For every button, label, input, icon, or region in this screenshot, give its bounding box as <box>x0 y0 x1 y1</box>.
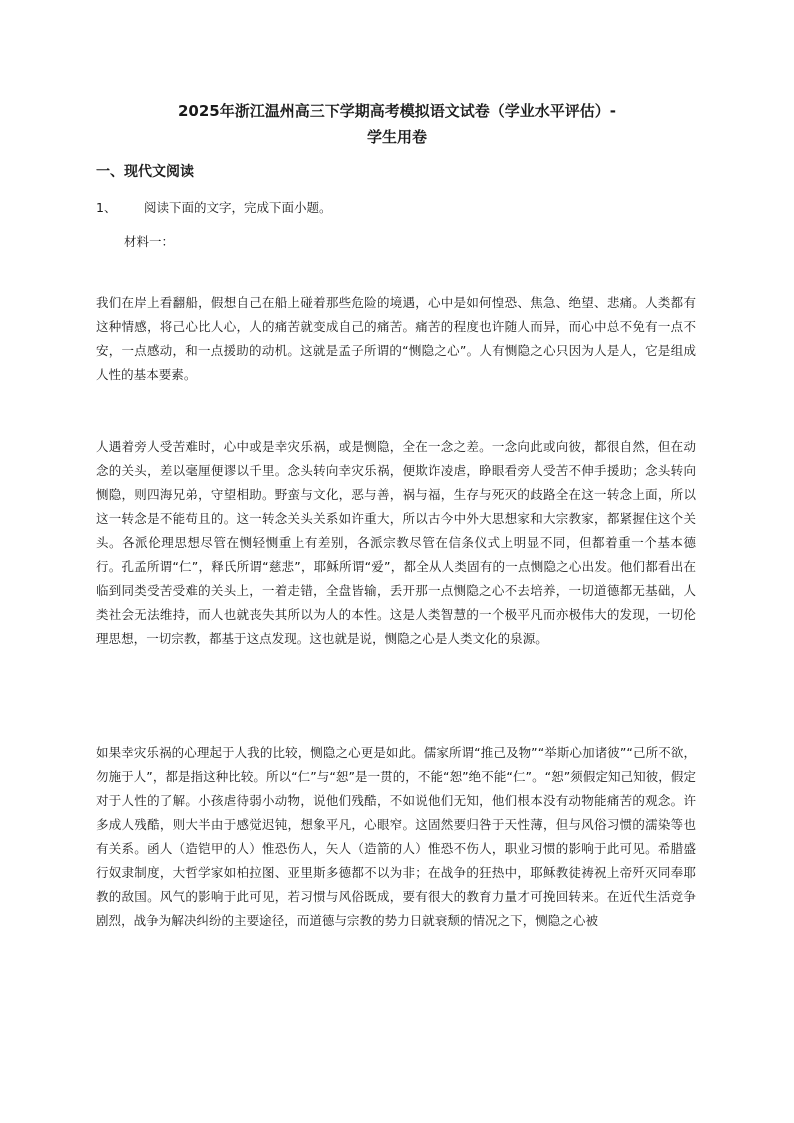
question-number: 1、 <box>96 200 117 215</box>
title-line-1: 2025年浙江温州高三下学期高考模拟语文试卷（学业水平评估）- <box>178 102 616 120</box>
question-line <box>96 198 332 218</box>
document-title <box>96 98 698 150</box>
question-text: 阅读下面的文字，完成下面小题。 <box>144 200 332 215</box>
paragraph-2: 人遇着旁人受苦难时，心中或是幸灾乐祸，或是恻隐，全在一念之差。一念向此或向彼，都很自然，但在动念的关头，差以毫厘便谬以千里。念头转向幸灾乐祸，便欺诈凌虐，睁眼看旁人受苦不伸手援助；念头转向恻隐，则四海兄弟，守望相助。野蛮与文化，恶与善，祸与福，生存与死灭的歧路全在这一转念上面，所以这一转念是不能苟且的。这一转念关头关系如许重大，所以古今中外大思想家和大宗教家，都紧握住这个关头。各派伦理思想尽管在恻轻恻重上有差别，各派宗教尽管在信条仪式上明显不同，但都着重一个基本德行。孔孟所谓“仁”，释氏所谓“慈悲”，耶稣所谓“爱”，都全从人类固有的一点恻隐之心出发。他们都看出在临到同类受苦受难的关头上，一着走错，全盘皆输，丢开那一点恻隐之心不去培养，一切道德都无基础，人类社会无法维持，而人也就丧失其所以为人的本性。这是人类智慧的一个极平凡而亦极伟大的发现，一切伦理思想，一切宗教，都基于这点发现。这也就是说，恻隐之心是人类文化的泉源。 <box>96 439 696 646</box>
material-label: 材料一： <box>124 234 175 249</box>
section-heading: 一、现代文阅读 <box>96 164 194 180</box>
paragraph-3: 如果幸灾乐祸的心理起于人我的比较，恻隐之心更是如此。儒家所谓“推己及物”“举斯心加诸彼”“己所不欲，勿施于人”，都是指这种比较。所以“仁”与“恕”是一贯的，不能“恕”绝不能“仁”。“恕”须假定知己知彼，假定对于人性的了解。小孩虐待弱小动物，说他们残酷，不如说他们无知，他们根本没有动物能痛苦的观念。许多成人残酷，则大半由于感觉迟钝，想象平凡，心眼窄。这固然要归咎于天性薄，但与风俗习惯的濡染等也有关系。函人（造铠甲的人）惟恐伤人，矢人（造箭的人）惟恐不伤人，职业习惯的影响于此可见。希腊盛行奴隶制度，大哲学家如柏拉图、亚里斯多德都不以为非；在战争的狂热中，耶稣教徒祷祝上帝歼灭同奉耶教的敌国。风气的影响于此可见，若习惯与风俗既成，要有很大的教育力量才可挽回转来。在近代生活竞争剧烈，战争为解决纠纷的主要途径，而道德与宗教的势力日就衰颓的情况之下，恻隐之心被 <box>96 745 696 928</box>
paragraph-1: 我们在岸上看翻船，假想自己在船上碰着那些危险的境遇，心中是如何惶恐、焦急、绝望、悲痛。人类都有这种情感，将己心比人心，人的痛苦就变成自己的痛苦。痛苦的程度也许随人而异，而心中总不免有一点不安，一点感动，和一点援助的动机。这就是孟子所谓的“恻隐之心”。人有恻隐之心只因为人是人，它是组成人性的基本要素。 <box>96 295 696 382</box>
title-line-2: 学生用卷 <box>366 128 427 146</box>
